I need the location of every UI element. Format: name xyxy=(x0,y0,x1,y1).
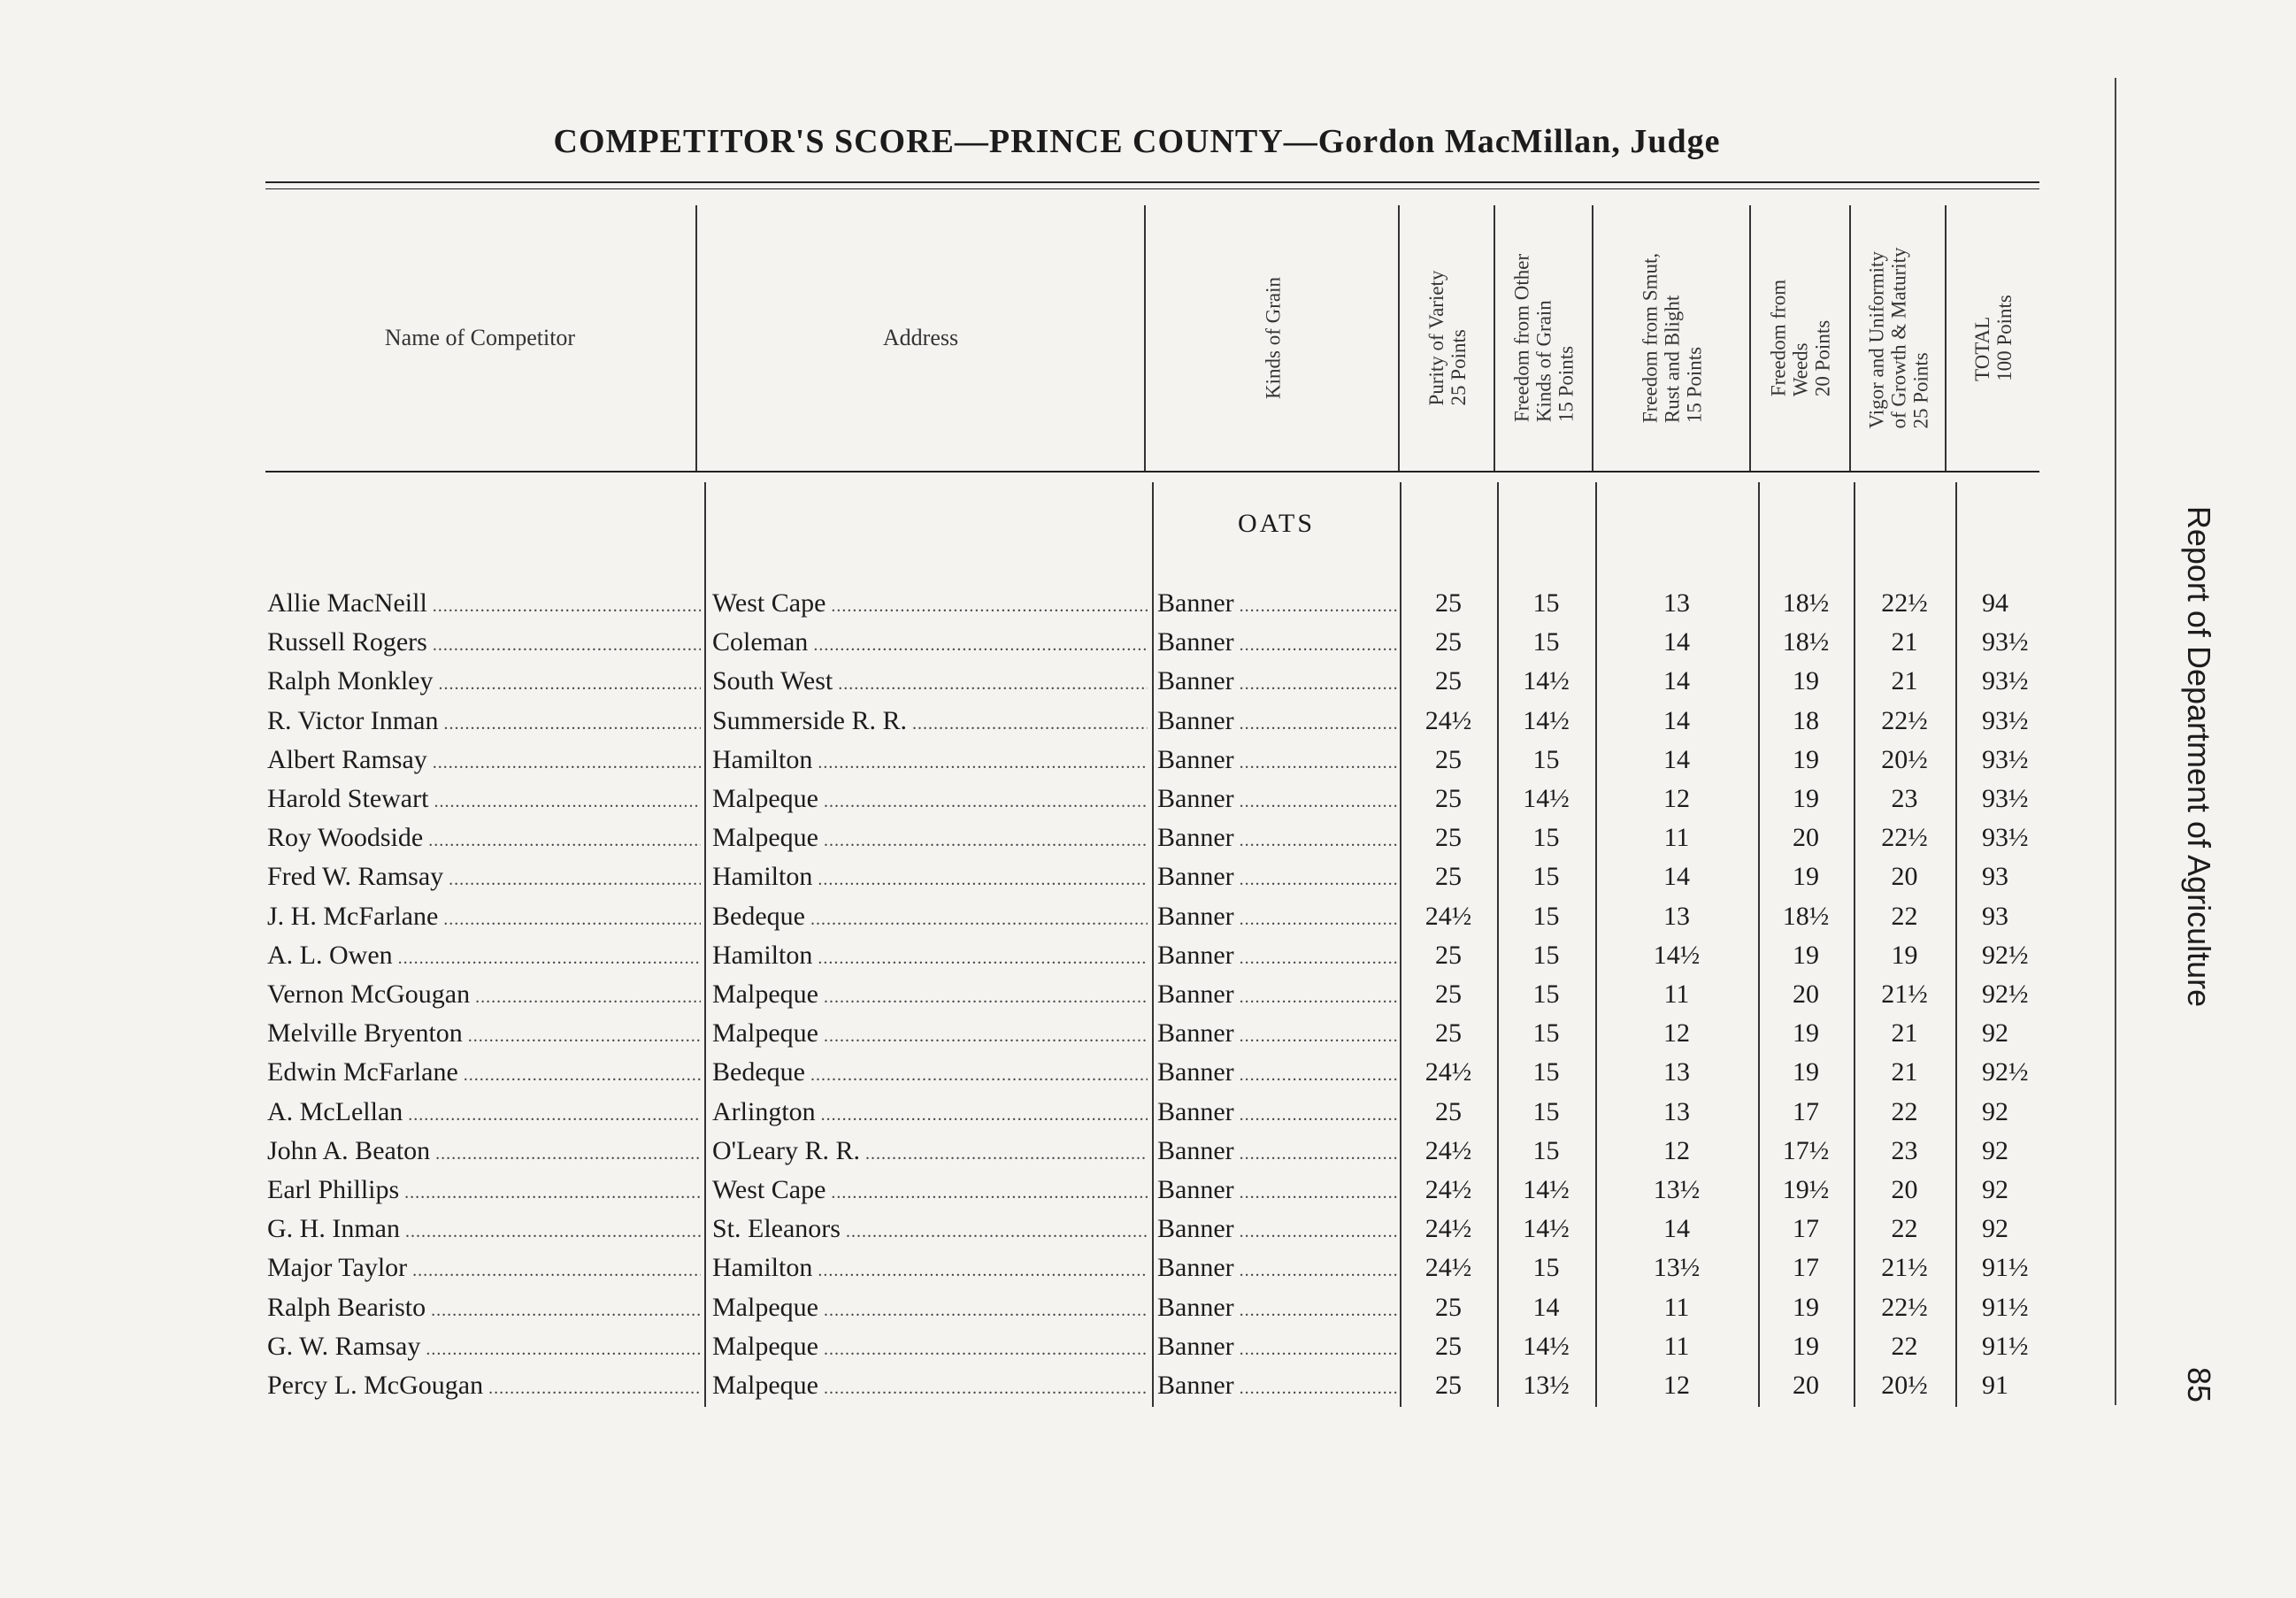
smut-score: 12 xyxy=(1663,1135,1690,1165)
other-grain-score: 15 xyxy=(1532,1253,1560,1283)
table-row xyxy=(0,1093,2123,1132)
table-row xyxy=(0,818,2123,857)
total-score: 92½ xyxy=(1982,940,2029,970)
competitor-address: Malpeque ..... xyxy=(712,1366,1148,1405)
other-grain-score: 15 xyxy=(1532,901,1560,931)
table-row xyxy=(0,1053,2123,1092)
competitor-address: Hamilton ..... xyxy=(712,741,1148,780)
vigor-score: 21½ xyxy=(1881,1253,1928,1283)
table-row xyxy=(0,1171,2123,1210)
other-grain-score: 15 xyxy=(1532,588,1560,618)
weeds-score: 19 xyxy=(1793,744,1819,774)
purity-score: 25 xyxy=(1435,940,1462,970)
header-name: Name of Competitor xyxy=(384,325,576,350)
total-score: 93½ xyxy=(1982,666,2029,696)
competitor-address: Summerside R. R. ..... xyxy=(712,702,1148,741)
total-score: 92 xyxy=(1982,1018,2008,1049)
competitor-name: Vernon McGougan ..... xyxy=(267,975,701,1014)
table-row xyxy=(0,1132,2123,1171)
other-grain-score: 15 xyxy=(1532,1018,1560,1049)
vigor-score: 20 xyxy=(1891,1175,1918,1204)
vigor-score: 20 xyxy=(1891,862,1918,892)
competitor-address: O'Leary R. R. ..... xyxy=(712,1132,1148,1171)
grain-kind: Banner ..... xyxy=(1157,780,1398,818)
header-purity xyxy=(1401,205,1494,471)
weeds-score: 18½ xyxy=(1782,627,1830,657)
weeds-score: 19 xyxy=(1793,1331,1819,1361)
purity-score: 25 xyxy=(1435,980,1462,1009)
weeds-score: 20 xyxy=(1793,1371,1819,1400)
header-address: Address xyxy=(882,325,959,350)
table-row xyxy=(0,1014,2123,1053)
competitor-address: West Cape ..... xyxy=(712,584,1148,623)
other-grain-score: 15 xyxy=(1532,1135,1560,1165)
weeds-score: 19½ xyxy=(1782,1175,1830,1204)
total-score: 91½ xyxy=(1982,1331,2029,1361)
total-score: 93 xyxy=(1982,862,2008,892)
grain-kind: Banner ..... xyxy=(1157,1288,1398,1327)
purity-score: 25 xyxy=(1435,823,1462,853)
grain-kind: Banner ..... xyxy=(1157,584,1398,623)
purity-score: 25 xyxy=(1435,862,1462,892)
page-title: COMPETITOR'S SCORE—PRINCE COUNTY—Gordon MacMillan, Judge xyxy=(553,123,1721,160)
total-score: 94 xyxy=(1982,588,2008,618)
grain-kind: Banner ..... xyxy=(1157,818,1398,857)
purity-score: 25 xyxy=(1435,627,1462,657)
running-header xyxy=(2159,407,2238,1106)
purity-score: 25 xyxy=(1435,666,1462,696)
total-score: 92½ xyxy=(1982,1057,2029,1087)
competitor-address: Malpeque ..... xyxy=(712,818,1148,857)
grain-kind: Banner ..... xyxy=(1157,1366,1398,1405)
header-purity-label: Purity of Variety 25 Points xyxy=(1424,270,1470,406)
weeds-score: 18½ xyxy=(1782,588,1830,618)
purity-score: 25 xyxy=(1435,1018,1462,1049)
competitor-address: Malpeque ..... xyxy=(712,1014,1148,1053)
header-divider xyxy=(1749,205,1751,471)
header-top-rule xyxy=(265,181,2039,183)
grain-kind: Banner ..... xyxy=(1157,1171,1398,1210)
competitor-address: Malpeque ..... xyxy=(712,975,1148,1014)
competitor-name: Russell Rogers ..... xyxy=(267,623,701,662)
smut-score: 14 xyxy=(1663,666,1690,696)
total-score: 93½ xyxy=(1982,705,2029,735)
purity-score: 24½ xyxy=(1424,705,1472,735)
smut-score: 14 xyxy=(1663,744,1690,774)
weeds-score: 17 xyxy=(1793,1253,1819,1283)
weeds-score: 19 xyxy=(1793,1292,1819,1322)
weeds-score: 20 xyxy=(1793,823,1819,853)
table-row xyxy=(0,662,2123,701)
table-row xyxy=(0,897,2123,936)
smut-score: 12 xyxy=(1663,1018,1690,1049)
other-grain-score: 15 xyxy=(1532,862,1560,892)
table-row xyxy=(0,1210,2123,1248)
smut-score: 14 xyxy=(1663,627,1690,657)
smut-score: 13 xyxy=(1663,588,1690,618)
vigor-score: 19 xyxy=(1891,940,1918,970)
weeds-score: 19 xyxy=(1793,862,1819,892)
table-row xyxy=(0,975,2123,1014)
purity-score: 24½ xyxy=(1424,1057,1472,1087)
smut-score: 14 xyxy=(1663,1214,1690,1244)
purity-score: 24½ xyxy=(1424,901,1472,931)
other-grain-score: 14½ xyxy=(1523,1214,1570,1244)
table-row xyxy=(0,584,2123,623)
grain-kind: Banner ..... xyxy=(1157,975,1398,1014)
total-score: 93½ xyxy=(1982,784,2029,813)
competitor-name: A. McLellan ..... xyxy=(267,1093,701,1132)
grain-kind: Banner ..... xyxy=(1157,1132,1398,1171)
vigor-score: 21½ xyxy=(1881,980,1928,1009)
grain-kind: Banner ..... xyxy=(1157,662,1398,701)
table-row xyxy=(0,1288,2123,1327)
total-score: 92½ xyxy=(1982,980,2029,1009)
competitor-name: G. W. Ramsay ..... xyxy=(267,1327,701,1366)
smut-score: 12 xyxy=(1663,1371,1690,1400)
total-score: 92 xyxy=(1982,1175,2008,1204)
vigor-score: 23 xyxy=(1891,1135,1918,1165)
header-divider xyxy=(1592,205,1593,471)
header-divider xyxy=(1945,205,1947,471)
vigor-score: 22 xyxy=(1891,1331,1918,1361)
grain-kind: Banner ..... xyxy=(1157,702,1398,741)
total-score: 91½ xyxy=(1982,1253,2029,1283)
competitor-name: Percy L. McGougan ..... xyxy=(267,1366,701,1405)
weeds-score: 19 xyxy=(1793,784,1819,813)
grain-kind: Banner ..... xyxy=(1157,741,1398,780)
smut-score: 14½ xyxy=(1653,940,1701,970)
competitor-address: West Cape ..... xyxy=(712,1171,1148,1210)
header-other-grain-label: Freedom from Other Kinds of Grain 15 Points xyxy=(1510,253,1578,423)
other-grain-score: 14½ xyxy=(1523,1175,1570,1204)
header-divider xyxy=(695,205,697,471)
page-number xyxy=(2159,1358,2238,1411)
table-row xyxy=(0,623,2123,662)
competitor-name: R. Victor Inman ..... xyxy=(267,702,701,741)
weeds-score: 17 xyxy=(1793,1214,1819,1244)
weeds-score: 19 xyxy=(1793,940,1819,970)
competitor-address: Bedeque ..... xyxy=(712,897,1148,936)
total-score: 92 xyxy=(1982,1096,2008,1126)
vigor-score: 22½ xyxy=(1881,823,1928,853)
other-grain-score: 14½ xyxy=(1523,784,1570,813)
header-divider xyxy=(1849,205,1851,471)
grain-kind: Banner ..... xyxy=(1157,936,1398,975)
weeds-score: 19 xyxy=(1793,666,1819,696)
other-grain-score: 14½ xyxy=(1523,705,1570,735)
header-other-grain xyxy=(1496,205,1592,471)
header-divider xyxy=(1494,205,1495,471)
grain-kind: Banner ..... xyxy=(1157,623,1398,662)
competitor-address: Hamilton ..... xyxy=(712,857,1148,896)
smut-score: 13 xyxy=(1663,901,1690,931)
grain-kind: Banner ..... xyxy=(1157,1014,1398,1053)
header-divider xyxy=(1398,205,1400,471)
total-score: 93½ xyxy=(1982,823,2029,853)
competitor-address: Malpeque ..... xyxy=(712,1288,1148,1327)
weeds-score: 17 xyxy=(1793,1096,1819,1126)
weeds-score: 18 xyxy=(1793,705,1819,735)
competitor-name: G. H. Inman ..... xyxy=(267,1210,701,1248)
purity-score: 25 xyxy=(1435,1292,1462,1322)
vigor-score: 20½ xyxy=(1881,1371,1928,1400)
competitor-name: Harold Stewart ..... xyxy=(267,780,701,818)
grain-kind: Banner ..... xyxy=(1157,857,1398,896)
header-weeds-label: Freedom from Weeds 20 Points xyxy=(1767,279,1834,397)
header-divider xyxy=(1144,205,1146,471)
weeds-score: 18½ xyxy=(1782,901,1830,931)
competitor-address: Hamilton ..... xyxy=(712,1248,1148,1287)
smut-score: 13 xyxy=(1663,1096,1690,1126)
header-kind-label: Kinds of Grain xyxy=(1262,277,1284,399)
vigor-score: 21 xyxy=(1891,666,1918,696)
competitor-address: South West ..... xyxy=(712,662,1148,701)
other-grain-score: 15 xyxy=(1532,980,1560,1009)
vigor-score: 22 xyxy=(1891,1214,1918,1244)
competitor-address: Malpeque ..... xyxy=(712,1327,1148,1366)
competitor-name: Ralph Bearisto ..... xyxy=(267,1288,701,1327)
page-number-text: 85 xyxy=(2181,1366,2217,1403)
table-row xyxy=(0,702,2123,741)
table-row xyxy=(0,1327,2123,1366)
total-score: 93½ xyxy=(1982,627,2029,657)
header-smut xyxy=(1594,205,1749,471)
weeds-score: 17½ xyxy=(1782,1135,1830,1165)
total-score: 92 xyxy=(1982,1214,2008,1244)
competitor-name: Melville Bryenton ..... xyxy=(267,1014,701,1053)
grain-kind: Banner ..... xyxy=(1157,1093,1398,1132)
smut-score: 11 xyxy=(1663,980,1690,1009)
smut-score: 14 xyxy=(1663,862,1690,892)
competitor-address: St. Eleanors ..... xyxy=(712,1210,1148,1248)
purity-score: 25 xyxy=(1435,1331,1462,1361)
purity-score: 24½ xyxy=(1424,1214,1472,1244)
purity-score: 25 xyxy=(1435,1096,1462,1126)
other-grain-score: 15 xyxy=(1532,627,1560,657)
table-row xyxy=(0,936,2123,975)
vigor-score: 21 xyxy=(1891,1057,1918,1087)
other-grain-score: 14½ xyxy=(1523,1331,1570,1361)
other-grain-score: 15 xyxy=(1532,1096,1560,1126)
competitor-address: Bedeque ..... xyxy=(712,1053,1148,1092)
vigor-score: 22 xyxy=(1891,901,1918,931)
smut-score: 11 xyxy=(1663,823,1690,853)
grain-kind: Banner ..... xyxy=(1157,1327,1398,1366)
other-grain-score: 14½ xyxy=(1523,666,1570,696)
purity-score: 24½ xyxy=(1424,1253,1472,1283)
grain-kind: Banner ..... xyxy=(1157,1210,1398,1248)
other-grain-score: 13½ xyxy=(1523,1371,1570,1400)
header-weeds xyxy=(1752,205,1849,471)
total-score: 91 xyxy=(1982,1371,2008,1400)
header-smut-label: Freedom from Smut, Rust and Blight 15 Points xyxy=(1639,252,1705,424)
header-total-label: TOTAL 100 Points xyxy=(1971,295,2016,381)
competitor-address: Arlington ..... xyxy=(712,1093,1148,1132)
competitor-name: Edwin McFarlane ..... xyxy=(267,1053,701,1092)
purity-score: 25 xyxy=(1435,1371,1462,1400)
purity-score: 24½ xyxy=(1424,1135,1472,1165)
vigor-score: 22½ xyxy=(1881,588,1928,618)
total-score: 93½ xyxy=(1982,744,2029,774)
smut-score: 13 xyxy=(1663,1057,1690,1087)
purity-score: 25 xyxy=(1435,588,1462,618)
other-grain-score: 15 xyxy=(1532,744,1560,774)
grain-kind: Banner ..... xyxy=(1157,1053,1398,1092)
table-row xyxy=(0,1248,2123,1287)
weeds-score: 19 xyxy=(1793,1018,1819,1049)
smut-score: 13½ xyxy=(1653,1253,1701,1283)
competitor-name: Fred W. Ramsay ..... xyxy=(267,857,701,896)
table-row xyxy=(0,1366,2123,1405)
other-grain-score: 15 xyxy=(1532,940,1560,970)
competitor-address: Malpeque ..... xyxy=(712,780,1148,818)
weeds-score: 20 xyxy=(1793,980,1819,1009)
vigor-score: 21 xyxy=(1891,1018,1918,1049)
vigor-score: 22½ xyxy=(1881,1292,1928,1322)
weeds-score: 19 xyxy=(1793,1057,1819,1087)
header-vigor xyxy=(1852,205,1945,471)
purity-score: 25 xyxy=(1435,784,1462,813)
total-score: 91½ xyxy=(1982,1292,2029,1322)
other-grain-score: 15 xyxy=(1532,1057,1560,1087)
total-score: 93 xyxy=(1982,901,2008,931)
competitor-name: Earl Phillips ..... xyxy=(267,1171,701,1210)
other-grain-score: 15 xyxy=(1532,823,1560,853)
purity-score: 24½ xyxy=(1424,1175,1472,1204)
competitor-address: Hamilton ..... xyxy=(712,936,1148,975)
competitor-name: Allie MacNeill ..... xyxy=(267,584,701,623)
vigor-score: 23 xyxy=(1891,784,1918,813)
competitor-name: Ralph Monkley ..... xyxy=(267,662,701,701)
header-vigor-label: Vigor and Uniformity of Growth & Maturity 25 Points xyxy=(1865,247,1931,429)
table-row xyxy=(0,741,2123,780)
table-row xyxy=(0,780,2123,818)
vigor-score: 22½ xyxy=(1881,705,1928,735)
section-label: OATS xyxy=(1237,509,1315,538)
vigor-score: 21 xyxy=(1891,627,1918,657)
competitor-name: Roy Woodside ..... xyxy=(267,818,701,857)
purity-score: 25 xyxy=(1435,744,1462,774)
competitor-name: Albert Ramsay ..... xyxy=(267,741,701,780)
competitor-name: Major Taylor ..... xyxy=(267,1248,701,1287)
smut-score: 11 xyxy=(1663,1331,1690,1361)
grain-kind: Banner ..... xyxy=(1157,897,1398,936)
header-kind xyxy=(1147,205,1399,471)
vigor-score: 22 xyxy=(1891,1096,1918,1126)
table-row xyxy=(0,857,2123,896)
grain-kind: Banner ..... xyxy=(1157,1248,1398,1287)
total-score: 92 xyxy=(1982,1135,2008,1165)
other-grain-score: 14 xyxy=(1532,1292,1560,1322)
competitor-address: Coleman ..... xyxy=(712,623,1148,662)
vigor-score: 20½ xyxy=(1881,744,1928,774)
header-top-rule-thin xyxy=(265,188,2039,189)
competitor-name: J. H. McFarlane ..... xyxy=(267,897,701,936)
competitor-name: A. L. Owen ..... xyxy=(267,936,701,975)
running-header-text: Report of Department of Agriculture xyxy=(2181,505,2217,1008)
header-bottom-rule xyxy=(265,471,2039,472)
smut-score: 14 xyxy=(1663,705,1690,735)
header-total xyxy=(1947,205,2039,471)
competitor-name: John A. Beaton ..... xyxy=(267,1132,701,1171)
smut-score: 11 xyxy=(1663,1292,1690,1322)
smut-score: 12 xyxy=(1663,784,1690,813)
smut-score: 13½ xyxy=(1653,1175,1701,1204)
